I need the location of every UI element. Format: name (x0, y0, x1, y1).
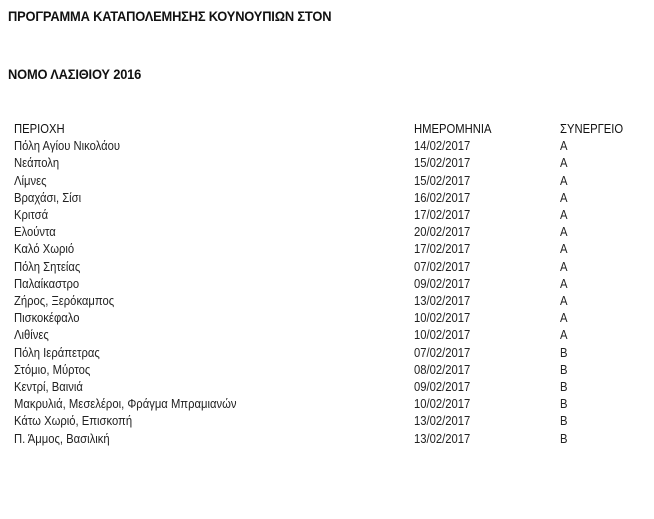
table-row (14, 276, 640, 293)
cell-area: Παλαίκαστρο (14, 276, 80, 291)
header-area: ΠΕΡΙΟΧΗ (14, 122, 65, 136)
cell-area: Λίμνες (14, 173, 47, 188)
cell-area: Πισκοκέφαλο (14, 311, 80, 326)
cell-date: 10/02/2017 (414, 311, 471, 326)
table-row (14, 293, 640, 310)
table-row (14, 310, 640, 327)
cell-crew: Α (560, 276, 568, 291)
cell-date: 15/02/2017 (414, 156, 471, 171)
cell-area: Καλό Χωριό (14, 242, 75, 257)
table-row (14, 413, 640, 430)
cell-date: 10/02/2017 (414, 328, 471, 343)
cell-crew: Α (560, 173, 568, 188)
cell-date: 07/02/2017 (414, 259, 471, 274)
cell-date: 09/02/2017 (414, 276, 471, 291)
cell-crew: Α (560, 294, 568, 309)
cell-area: Στόμιο, Μύρτος (14, 362, 91, 377)
cell-area: Νεάπολη (14, 156, 60, 171)
table-row (14, 155, 640, 172)
header-date: ΗΜΕΡΟΜΗΝΙΑ (414, 122, 492, 136)
cell-area: Π. Άμμος, Βασιλική (14, 431, 110, 446)
cell-area: Πόλη Αγίου Νικολάου (14, 139, 121, 154)
cell-crew: Β (560, 397, 568, 412)
document-title: ΠΡΟΓΡΑΜΜΑ ΚΑΤΑΠΟΛΕΜΗΣΗΣ ΚΟΥΝΟΥΠΙΩΝ ΣΤΟΝ (8, 8, 332, 24)
table-row (14, 431, 640, 448)
header-crew: ΣΥΝΕΡΓΕΙΟ (560, 122, 624, 136)
cell-crew: Α (560, 208, 568, 223)
cell-crew: Α (560, 139, 568, 154)
cell-area: Πόλη Ιεράπετρας (14, 345, 100, 360)
cell-area: Κεντρί, Βαινιά (14, 380, 83, 395)
cell-crew: Α (560, 259, 568, 274)
cell-crew: Α (560, 311, 568, 326)
cell-area: Βραχάσι, Σίσι (14, 190, 82, 205)
table-row (14, 379, 640, 396)
cell-date: 17/02/2017 (414, 242, 471, 257)
cell-date: 14/02/2017 (414, 139, 471, 154)
table-header-row (14, 121, 640, 138)
cell-date: 08/02/2017 (414, 362, 471, 377)
cell-date: 13/02/2017 (414, 414, 471, 429)
cell-date: 20/02/2017 (414, 225, 471, 240)
table-row (14, 327, 640, 344)
cell-crew: Α (560, 156, 568, 171)
cell-date: 13/02/2017 (414, 431, 471, 446)
cell-date: 09/02/2017 (414, 380, 471, 395)
cell-crew: Β (560, 345, 568, 360)
table-row (14, 396, 640, 413)
cell-crew: Β (560, 362, 568, 377)
cell-area: Πόλη Σητείας (14, 259, 81, 274)
cell-area: Λιθίνες (14, 328, 49, 343)
cell-date: 16/02/2017 (414, 190, 471, 205)
table-row (14, 207, 640, 224)
cell-crew: Β (560, 414, 568, 429)
cell-crew: Α (560, 225, 568, 240)
cell-crew: Α (560, 242, 568, 257)
cell-area: Ζήρος, Ξερόκαμπος (14, 294, 115, 309)
cell-date: 17/02/2017 (414, 208, 471, 223)
table-row (14, 138, 640, 155)
schedule-table (14, 121, 640, 448)
table-row (14, 173, 640, 190)
table-row (14, 224, 640, 241)
cell-crew: Α (560, 328, 568, 343)
cell-area: Ελούντα (14, 225, 56, 240)
cell-date: 10/02/2017 (414, 397, 471, 412)
cell-area: Μακρυλιά, Μεσελέροι, Φράγμα Μπραμιανών (14, 397, 237, 412)
cell-date: 15/02/2017 (414, 173, 471, 188)
cell-date: 13/02/2017 (414, 294, 471, 309)
table-row (14, 241, 640, 258)
table-row (14, 362, 640, 379)
table-row (14, 190, 640, 207)
table-body (14, 138, 640, 448)
cell-area: Κάτω Χωριό, Επισκοπή (14, 414, 133, 429)
cell-crew: Β (560, 431, 568, 446)
table-row (14, 259, 640, 276)
cell-crew: Α (560, 190, 568, 205)
cell-crew: Β (560, 380, 568, 395)
cell-date: 07/02/2017 (414, 345, 471, 360)
table-row (14, 345, 640, 362)
document-subtitle: ΝΟΜΟ ΛΑΣΙΘΙΟΥ 2016 (8, 66, 142, 82)
cell-area: Κριτσά (14, 208, 49, 223)
